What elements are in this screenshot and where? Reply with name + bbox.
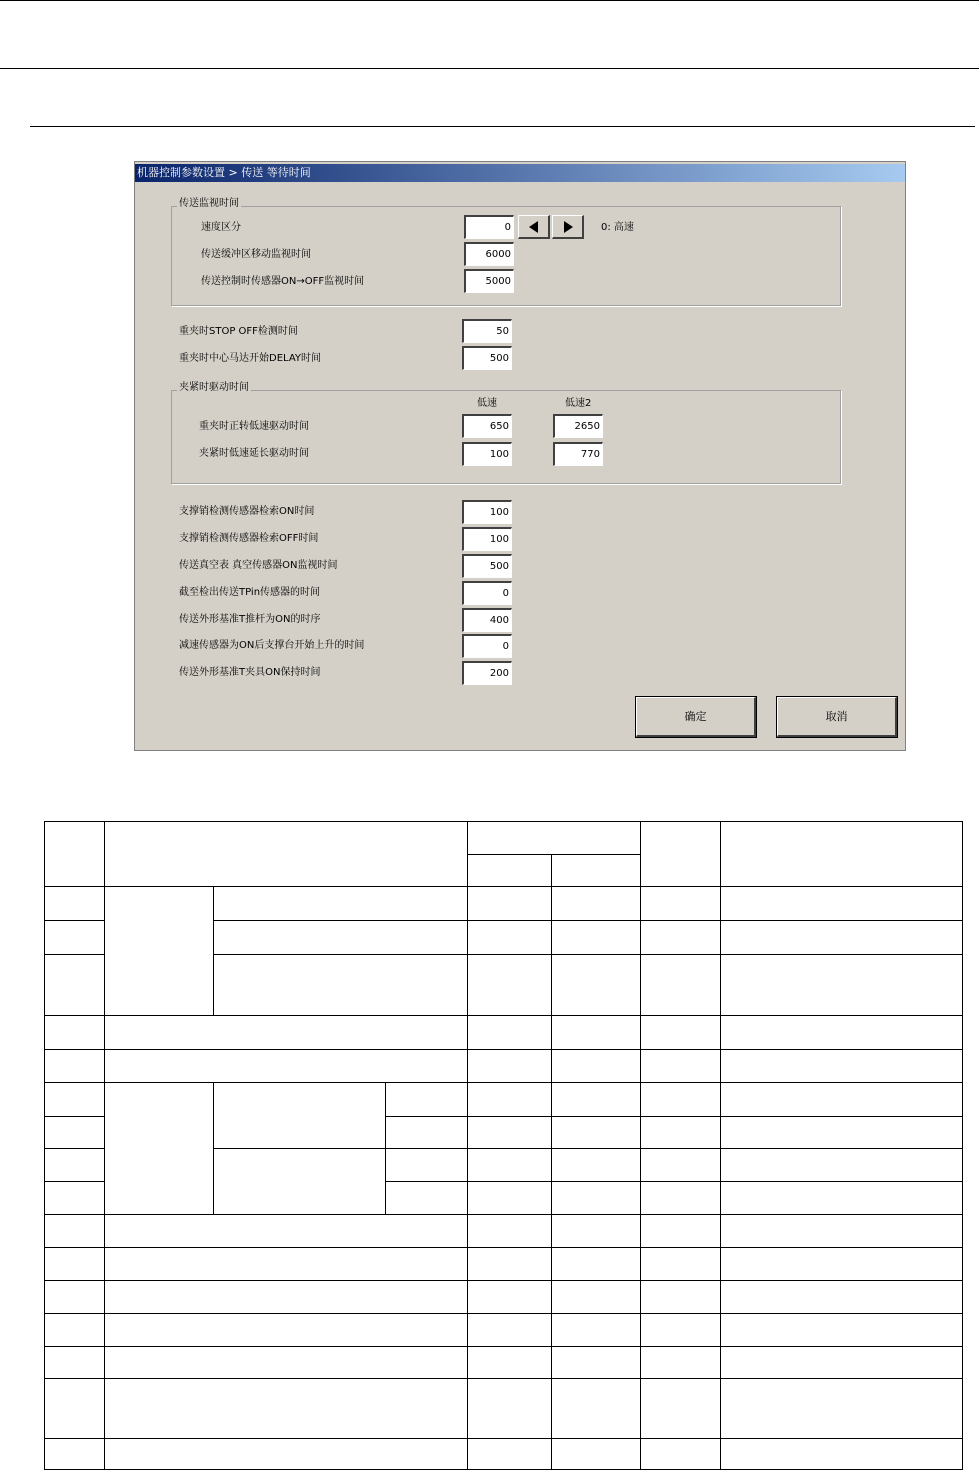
table-cell xyxy=(44,1438,105,1470)
speed-decrease-button[interactable] xyxy=(518,215,550,239)
table-cell xyxy=(551,886,641,921)
clamp-row1-low2-field[interactable]: 2650 xyxy=(553,414,603,438)
table-cell xyxy=(551,1280,641,1314)
table-cell xyxy=(104,1438,468,1470)
param-field[interactable]: 500 xyxy=(462,554,512,578)
table-cell xyxy=(720,1280,963,1314)
table-cell xyxy=(720,1214,963,1248)
table-cell xyxy=(640,1247,721,1281)
table-cell xyxy=(104,1247,468,1281)
table-cell xyxy=(551,1438,641,1470)
table-cell xyxy=(640,1082,721,1117)
sensor-monitor-field[interactable]: 5000 xyxy=(464,269,514,293)
table-cell xyxy=(640,1346,721,1379)
table-cell xyxy=(551,1378,641,1439)
cancel-button[interactable]: 取消 xyxy=(777,697,897,737)
table-cell xyxy=(467,821,641,855)
dialog-title: 机器控制参数设置 > 传送 等待时间 xyxy=(135,164,905,182)
table-cell xyxy=(467,1015,552,1050)
table-cell xyxy=(467,1214,552,1248)
reclamp-stop-label: 重夹时STOP OFF检测时间 xyxy=(179,326,298,337)
sensor-monitor-label: 传送控制时传感器ON→OFF监视时间 xyxy=(201,276,365,287)
table-cell xyxy=(104,1346,468,1379)
table-cell xyxy=(720,1049,963,1083)
table-cell xyxy=(640,1181,721,1215)
table-cell xyxy=(720,1181,963,1215)
param-label: 支撑销检测传感器检索OFF时间 xyxy=(179,533,319,544)
table-cell xyxy=(104,1049,468,1083)
table-cell xyxy=(467,1116,552,1149)
table-cell xyxy=(551,1313,641,1347)
reclamp-motor-field[interactable]: 500 xyxy=(462,346,512,370)
table-cell xyxy=(44,1346,105,1379)
table-cell xyxy=(44,920,105,955)
param-label: 支撑销检测传感器检索ON时间 xyxy=(179,506,315,517)
table-cell xyxy=(213,954,468,1016)
table-cell xyxy=(720,1313,963,1347)
table-cell xyxy=(640,1438,721,1470)
table-cell xyxy=(467,1247,552,1281)
table-cell xyxy=(720,1015,963,1050)
table-cell xyxy=(640,1049,721,1083)
table-cell xyxy=(385,1116,468,1149)
table-cell xyxy=(551,1148,641,1182)
table-cell xyxy=(467,1438,552,1470)
table-cell xyxy=(467,1280,552,1314)
col-low2-header: 低速2 xyxy=(565,398,592,409)
table-cell xyxy=(467,854,552,887)
table-cell xyxy=(640,1015,721,1050)
table-cell xyxy=(551,854,641,887)
table-cell xyxy=(551,1049,641,1083)
table-cell xyxy=(551,1214,641,1248)
table-cell xyxy=(44,886,105,921)
table-cell xyxy=(640,954,721,1016)
param-field[interactable]: 0 xyxy=(462,634,512,658)
table-cell xyxy=(640,1148,721,1182)
table-cell xyxy=(720,954,963,1016)
param-label: 传送外形基准T夹具ON保持时间 xyxy=(179,667,321,678)
param-label: 传送真空表 真空传感器ON监视时间 xyxy=(179,560,338,571)
speed-description: 0: 高速 xyxy=(601,222,634,233)
table-cell xyxy=(551,1346,641,1379)
table-cell xyxy=(467,1378,552,1439)
clamp-row2-low2-field[interactable]: 770 xyxy=(553,442,603,466)
header-rule-bottom xyxy=(30,126,975,127)
table-cell xyxy=(213,1082,386,1149)
param-label: 截至检出传送TPin传感器的时间 xyxy=(179,587,321,598)
param-field[interactable]: 0 xyxy=(462,581,512,605)
header-rule-top xyxy=(0,0,979,1)
parameter-dialog xyxy=(134,161,906,751)
table-cell xyxy=(720,1116,963,1149)
param-field[interactable]: 100 xyxy=(462,500,512,524)
table-cell xyxy=(44,1148,105,1182)
table-cell xyxy=(44,1082,105,1117)
table-cell xyxy=(104,1082,214,1215)
table-cell xyxy=(720,1247,963,1281)
group-clamp-drive-title: 夹紧时驱动时间 xyxy=(179,382,249,393)
table-cell xyxy=(104,821,468,887)
param-field[interactable]: 400 xyxy=(462,608,512,632)
table-cell xyxy=(467,954,552,1016)
buffer-monitor-field[interactable]: 6000 xyxy=(464,242,514,266)
table-cell xyxy=(385,1082,468,1117)
table-cell xyxy=(551,1015,641,1050)
table-cell xyxy=(467,1346,552,1379)
table-cell xyxy=(551,1116,641,1149)
table-cell xyxy=(720,1346,963,1379)
table-cell xyxy=(467,1148,552,1182)
col-low-header: 低速 xyxy=(477,398,497,409)
header-rule-middle xyxy=(0,68,979,69)
table-cell xyxy=(385,1181,468,1215)
parameter-table xyxy=(44,821,963,1470)
table-cell xyxy=(551,1082,641,1117)
right-arrow-icon xyxy=(564,221,573,233)
table-cell xyxy=(720,1082,963,1117)
left-arrow-icon xyxy=(529,221,538,233)
table-cell xyxy=(720,821,963,887)
table-cell xyxy=(720,1378,963,1439)
table-cell xyxy=(104,1313,468,1347)
table-cell xyxy=(640,886,721,921)
table-cell xyxy=(640,1378,721,1439)
table-cell xyxy=(551,1247,641,1281)
table-cell xyxy=(720,920,963,955)
table-cell xyxy=(44,821,105,887)
table-cell xyxy=(640,821,721,887)
table-cell xyxy=(213,886,468,921)
reclamp-stop-field[interactable]: 50 xyxy=(462,319,512,343)
table-cell xyxy=(44,1181,105,1215)
table-cell xyxy=(104,1280,468,1314)
speed-field[interactable]: 0 xyxy=(464,215,514,239)
table-cell xyxy=(104,1214,468,1248)
clamp-row2-label: 夹紧时低速延长驱动时间 xyxy=(199,448,309,459)
table-cell xyxy=(44,1116,105,1149)
clamp-row2-low-field[interactable]: 100 xyxy=(462,442,512,466)
group-transport-monitor-title: 传送监视时间 xyxy=(179,198,239,209)
table-cell xyxy=(213,1148,386,1215)
table-cell xyxy=(44,1049,105,1083)
clamp-row1-low-field[interactable]: 650 xyxy=(462,414,512,438)
table-cell xyxy=(44,954,105,1016)
speed-increase-button[interactable] xyxy=(552,215,584,239)
param-field[interactable]: 100 xyxy=(462,527,512,551)
param-label: 减速传感器为ON后支撑台开始上升的时间 xyxy=(179,640,365,651)
table-cell xyxy=(385,1148,468,1182)
table-cell xyxy=(467,1181,552,1215)
table-cell xyxy=(640,1313,721,1347)
table-cell xyxy=(720,1148,963,1182)
table-cell xyxy=(467,886,552,921)
speed-label: 速度区分 xyxy=(201,222,241,233)
table-cell xyxy=(44,1214,105,1248)
table-cell xyxy=(44,1280,105,1314)
reclamp-motor-label: 重夹时中心马达开始DELAY时间 xyxy=(179,353,321,364)
table-cell xyxy=(551,954,641,1016)
table-cell xyxy=(104,886,214,1016)
buffer-monitor-label: 传送缓冲区移动监视时间 xyxy=(201,249,311,260)
clamp-row1-label: 重夹时正转低速驱动时间 xyxy=(199,421,309,432)
table-cell xyxy=(104,1015,468,1050)
table-cell xyxy=(720,886,963,921)
table-cell xyxy=(467,1049,552,1083)
table-cell xyxy=(44,1313,105,1347)
ok-button[interactable]: 确定 xyxy=(636,697,756,737)
table-cell xyxy=(640,920,721,955)
table-cell xyxy=(551,1181,641,1215)
table-cell xyxy=(213,920,468,955)
table-cell xyxy=(551,920,641,955)
param-label: 传送外形基准T推杆为ON的时序 xyxy=(179,614,321,625)
table-cell xyxy=(104,1378,468,1439)
table-cell xyxy=(640,1116,721,1149)
table-cell xyxy=(44,1378,105,1439)
table-cell xyxy=(720,1438,963,1470)
table-cell xyxy=(44,1247,105,1281)
table-cell xyxy=(640,1280,721,1314)
table-cell xyxy=(640,1214,721,1248)
table-cell xyxy=(467,1082,552,1117)
table-cell xyxy=(44,1015,105,1050)
table-cell xyxy=(467,1313,552,1347)
param-field[interactable]: 200 xyxy=(462,661,512,685)
table-cell xyxy=(467,920,552,955)
